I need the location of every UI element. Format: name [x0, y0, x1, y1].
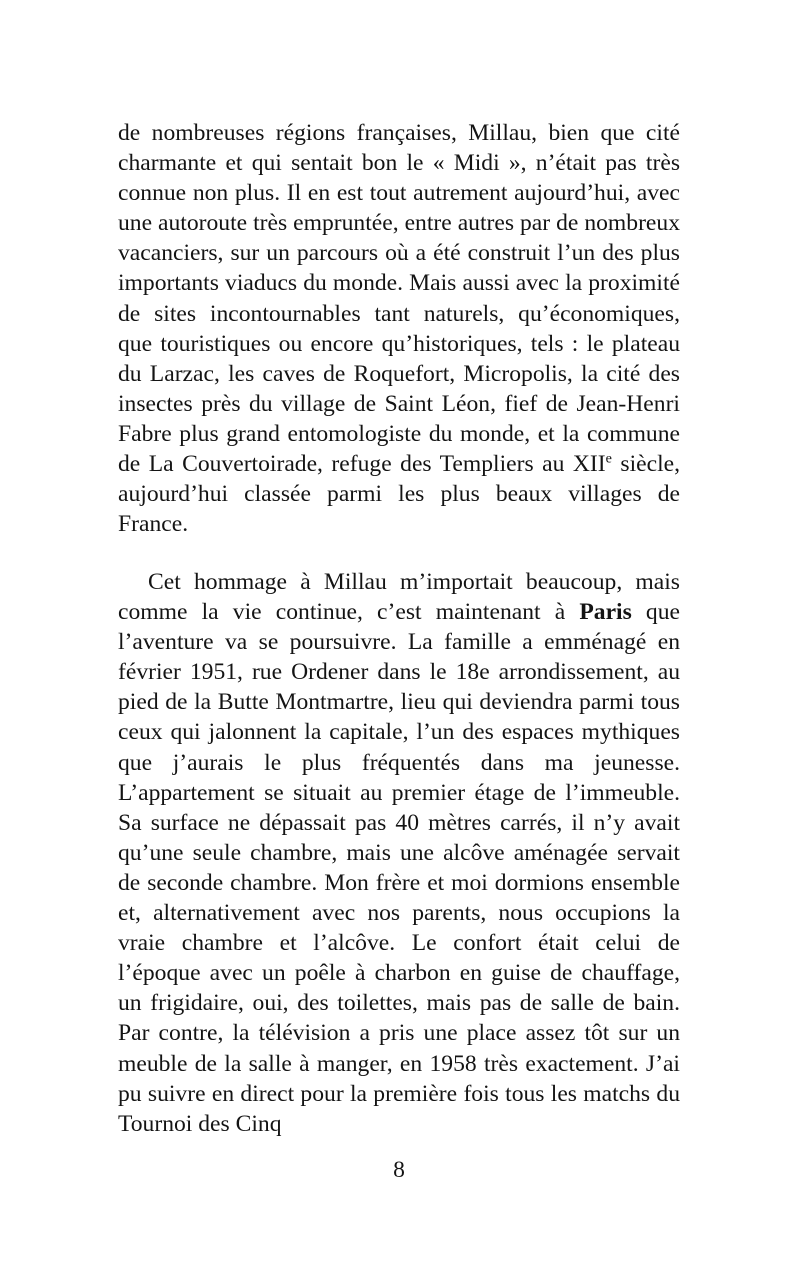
- paragraph-2: [118, 567, 680, 1139]
- century-superscript: e: [605, 450, 612, 467]
- paris-emphasis: Paris: [579, 599, 632, 626]
- paragraph-1-main: de nombreuses régions françaises, Millau, bien que cité charmante et qui sentait bon le « Midi », n’était pas très connue non plus. Il en est tout autrement aujourd’hui, avec une autoroute très empruntée, entre autres par de nombreux vacanciers, sur un parcours où a été construit l’un des plus importants viaducs du monde. Mais aussi avec la proximité de sites incontournables tant naturels, qu’économiques, que touristiques ou encore qu’historiques, tels : le plateau du Larzac, les caves de Roquefort, Micropolis, la cité des insectes près du village de Saint Léon, fief de Jean-Henri Fabre plus grand entomologiste du monde, et la commune de La Couvertoirade, refuge des Templiers au XII: [118, 120, 680, 478]
- paragraph-2-start: Cet hommage à Millau m’importait beaucoup, mais comme la vie continue, c’est maintenant à: [118, 569, 680, 626]
- paragraph-1-end: siècle, aujourd’hui classée parmi les plus beaux villages de France.: [118, 451, 680, 538]
- page-number: 8: [393, 1157, 405, 1183]
- paragraph-2-main: que l’aventure va se poursuivre. La famille a emménagé en février 1951, rue Ordener dans le 18e arrondissement, au pied de la Butte Montmartre, lieu qui deviendra parmi tous ceux qui jalonnent la capitale, l’un des espaces mythiques que j’aurais le plus fréquentés dans ma jeunesse. L’appartement se situait au premier étage de l’immeuble. Sa surface ne dépassait pas 40 mètres carrés, il n’y avait qu’une seule chambre, mais une alcôve aménagée servait de seconde chambre. Mon frère et moi dormions ensemble et, alternativement avec nos parents, nous occupions la vraie chambre et l’alcôve. Le confort était celui de l’époque avec un poêle à charbon en guise de chauffage, un frigidaire, oui, des toilettes, mais pas de salle de bain. Par contre, la télévision a pris une place assez tôt sur un meuble de la salle à manger, en 1958 très exactement. J’ai pu suivre en direct pour la première fois tous les matchs du Tournoi des Cinq: [118, 599, 681, 1137]
- paragraph-1: [118, 118, 680, 539]
- paragraph-2-text: [118, 567, 680, 1139]
- paragraph-1-text: [118, 118, 680, 539]
